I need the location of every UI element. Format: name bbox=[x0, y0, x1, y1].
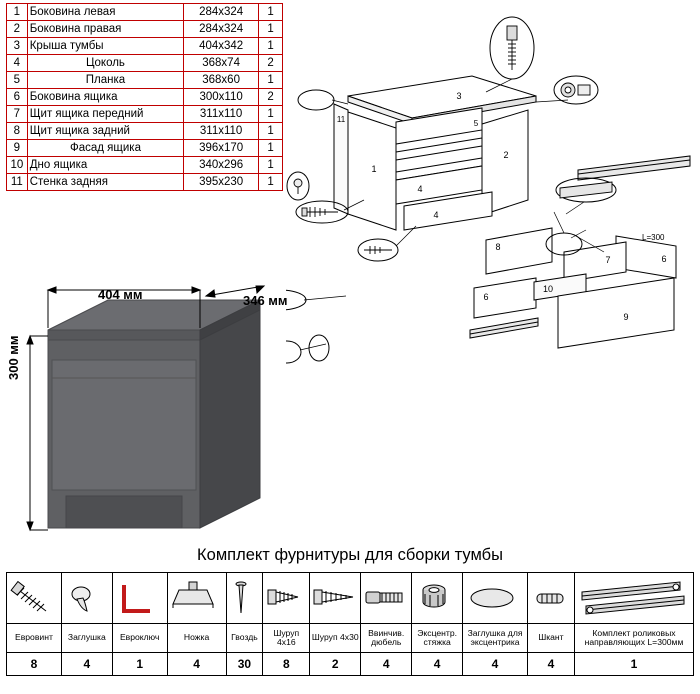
exploded-label-4-upper: 4 bbox=[417, 184, 423, 194]
hardware-qty-row bbox=[7, 653, 694, 676]
part-number: 1 bbox=[7, 4, 28, 21]
cabinet-dimension-drawing bbox=[10, 278, 340, 543]
exploded-label-L300: L=300 bbox=[642, 233, 665, 242]
part-number: 2 bbox=[7, 21, 28, 38]
part-qty: 2 bbox=[259, 89, 283, 106]
dimension-height-label: 300 мм bbox=[6, 335, 21, 380]
part-qty: 1 bbox=[259, 21, 283, 38]
table-row bbox=[7, 72, 283, 89]
part-name: Боковина ящика bbox=[27, 89, 183, 106]
dimension-width-label: 404 мм bbox=[98, 287, 143, 302]
table-row bbox=[7, 89, 283, 106]
part-qty: 1 bbox=[259, 72, 283, 89]
table-row bbox=[7, 140, 283, 157]
part-size: 368х74 bbox=[184, 55, 259, 72]
dimension-depth-label: 346 мм bbox=[243, 293, 288, 308]
hardware-name: Ввинчив. дюбель bbox=[361, 624, 412, 653]
part-name: Дно ящика bbox=[27, 157, 183, 174]
table-row bbox=[7, 106, 283, 123]
part-name: Боковина левая bbox=[27, 4, 183, 21]
part-qty: 2 bbox=[259, 55, 283, 72]
part-name: Фасад ящика bbox=[27, 140, 183, 157]
part-name: Щит ящика задний bbox=[27, 123, 183, 140]
exploded-label-9: 9 bbox=[623, 312, 629, 322]
part-size: 395х230 bbox=[184, 174, 259, 191]
part-qty: 1 bbox=[259, 106, 283, 123]
part-size: 396х170 bbox=[184, 140, 259, 157]
hardware-name: Комплект роликовых направляющих L=300мм bbox=[575, 624, 694, 653]
part-qty: 1 bbox=[259, 38, 283, 55]
hardware-name-row bbox=[7, 624, 694, 653]
part-qty: 1 bbox=[259, 140, 283, 157]
screw-in-dowel-icon bbox=[361, 573, 412, 624]
drawer-slides-icon bbox=[575, 573, 694, 624]
hardware-kit-title: Комплект фурнитуры для сборки тумбы bbox=[197, 546, 503, 564]
dowel-icon bbox=[527, 573, 574, 624]
part-number: 8 bbox=[7, 123, 28, 140]
hardware-name: Шуруп 4х16 bbox=[263, 624, 310, 653]
euro-screw-icon bbox=[7, 573, 62, 624]
exploded-label-4-lower: 4 bbox=[433, 210, 439, 220]
hardware-name: Евровинт bbox=[7, 624, 62, 653]
hardware-qty: 8 bbox=[263, 653, 310, 676]
part-size: 284х324 bbox=[184, 21, 259, 38]
table-row bbox=[7, 174, 283, 191]
part-number: 3 bbox=[7, 38, 28, 55]
part-size: 340х296 bbox=[184, 157, 259, 174]
hardware-qty: 4 bbox=[412, 653, 463, 676]
part-name: Боковина правая bbox=[27, 21, 183, 38]
parts-table bbox=[6, 3, 283, 191]
exploded-label-6-left: 6 bbox=[483, 292, 489, 302]
hardware-qty: 4 bbox=[361, 653, 412, 676]
part-number: 5 bbox=[7, 72, 28, 89]
parts-table-body bbox=[7, 4, 283, 191]
hardware-qty: 4 bbox=[61, 653, 112, 676]
hardware-qty: 4 bbox=[527, 653, 574, 676]
part-qty: 1 bbox=[259, 174, 283, 191]
hardware-name: Евроключ bbox=[112, 624, 167, 653]
part-name: Планка bbox=[27, 72, 183, 89]
part-number: 6 bbox=[7, 89, 28, 106]
part-qty: 1 bbox=[259, 4, 283, 21]
hardware-name: Шуруп 4х30 bbox=[310, 624, 361, 653]
exploded-label-10: 10 bbox=[542, 284, 554, 294]
hardware-qty: 2 bbox=[310, 653, 361, 676]
hardware-icon-row bbox=[7, 573, 694, 624]
table-row bbox=[7, 4, 283, 21]
screw-4x30-icon bbox=[310, 573, 361, 624]
part-number: 9 bbox=[7, 140, 28, 157]
part-size: 368х60 bbox=[184, 72, 259, 89]
table-row bbox=[7, 21, 283, 38]
part-name: Цоколь bbox=[27, 55, 183, 72]
nail-icon bbox=[226, 573, 263, 624]
table-row bbox=[7, 38, 283, 55]
part-number: 4 bbox=[7, 55, 28, 72]
cam-lock-icon bbox=[412, 573, 463, 624]
part-size: 300х110 bbox=[184, 89, 259, 106]
cap-icon bbox=[61, 573, 112, 624]
hardware-name: Шкант bbox=[527, 624, 574, 653]
leg-icon bbox=[167, 573, 226, 624]
table-row bbox=[7, 123, 283, 140]
hardware-kit-table bbox=[6, 572, 694, 676]
hardware-qty: 4 bbox=[463, 653, 528, 676]
hardware-name: Эксцентр. стяжка bbox=[412, 624, 463, 653]
hardware-qty: 1 bbox=[112, 653, 167, 676]
hardware-name: Ножка bbox=[167, 624, 226, 653]
part-number: 11 bbox=[7, 174, 28, 191]
part-name: Щит ящика передний bbox=[27, 106, 183, 123]
part-size: 311х110 bbox=[184, 123, 259, 140]
hardware-name: Гвоздь bbox=[226, 624, 263, 653]
exploded-label-3: 3 bbox=[456, 91, 462, 101]
hardware-qty: 4 bbox=[167, 653, 226, 676]
screw-4x16-icon bbox=[263, 573, 310, 624]
part-name: Крыша тумбы bbox=[27, 38, 183, 55]
euro-key-icon bbox=[112, 573, 167, 624]
exploded-assembly-diagram bbox=[286, 0, 700, 380]
part-size: 284х324 bbox=[184, 4, 259, 21]
hardware-qty: 8 bbox=[7, 653, 62, 676]
exploded-label-11: 11 bbox=[336, 115, 346, 124]
exploded-label-8: 8 bbox=[495, 242, 501, 252]
part-size: 404х342 bbox=[184, 38, 259, 55]
part-name: Стенка задняя bbox=[27, 174, 183, 191]
exploded-label-2: 2 bbox=[503, 150, 509, 160]
part-number: 10 bbox=[7, 157, 28, 174]
table-row bbox=[7, 55, 283, 72]
exploded-label-6-right: 6 bbox=[661, 254, 667, 264]
part-qty: 1 bbox=[259, 157, 283, 174]
hardware-name: Заглушка для эксцентрика bbox=[463, 624, 528, 653]
cam-cover-icon bbox=[463, 573, 528, 624]
exploded-label-1: 1 bbox=[371, 164, 377, 174]
exploded-label-5: 5 bbox=[473, 119, 479, 128]
table-row bbox=[7, 157, 283, 174]
part-size: 311х110 bbox=[184, 106, 259, 123]
hardware-qty: 1 bbox=[575, 653, 694, 676]
exploded-label-7: 7 bbox=[605, 255, 611, 265]
hardware-qty: 30 bbox=[226, 653, 263, 676]
part-number: 7 bbox=[7, 106, 28, 123]
part-qty: 1 bbox=[259, 123, 283, 140]
hardware-name: Заглушка bbox=[61, 624, 112, 653]
